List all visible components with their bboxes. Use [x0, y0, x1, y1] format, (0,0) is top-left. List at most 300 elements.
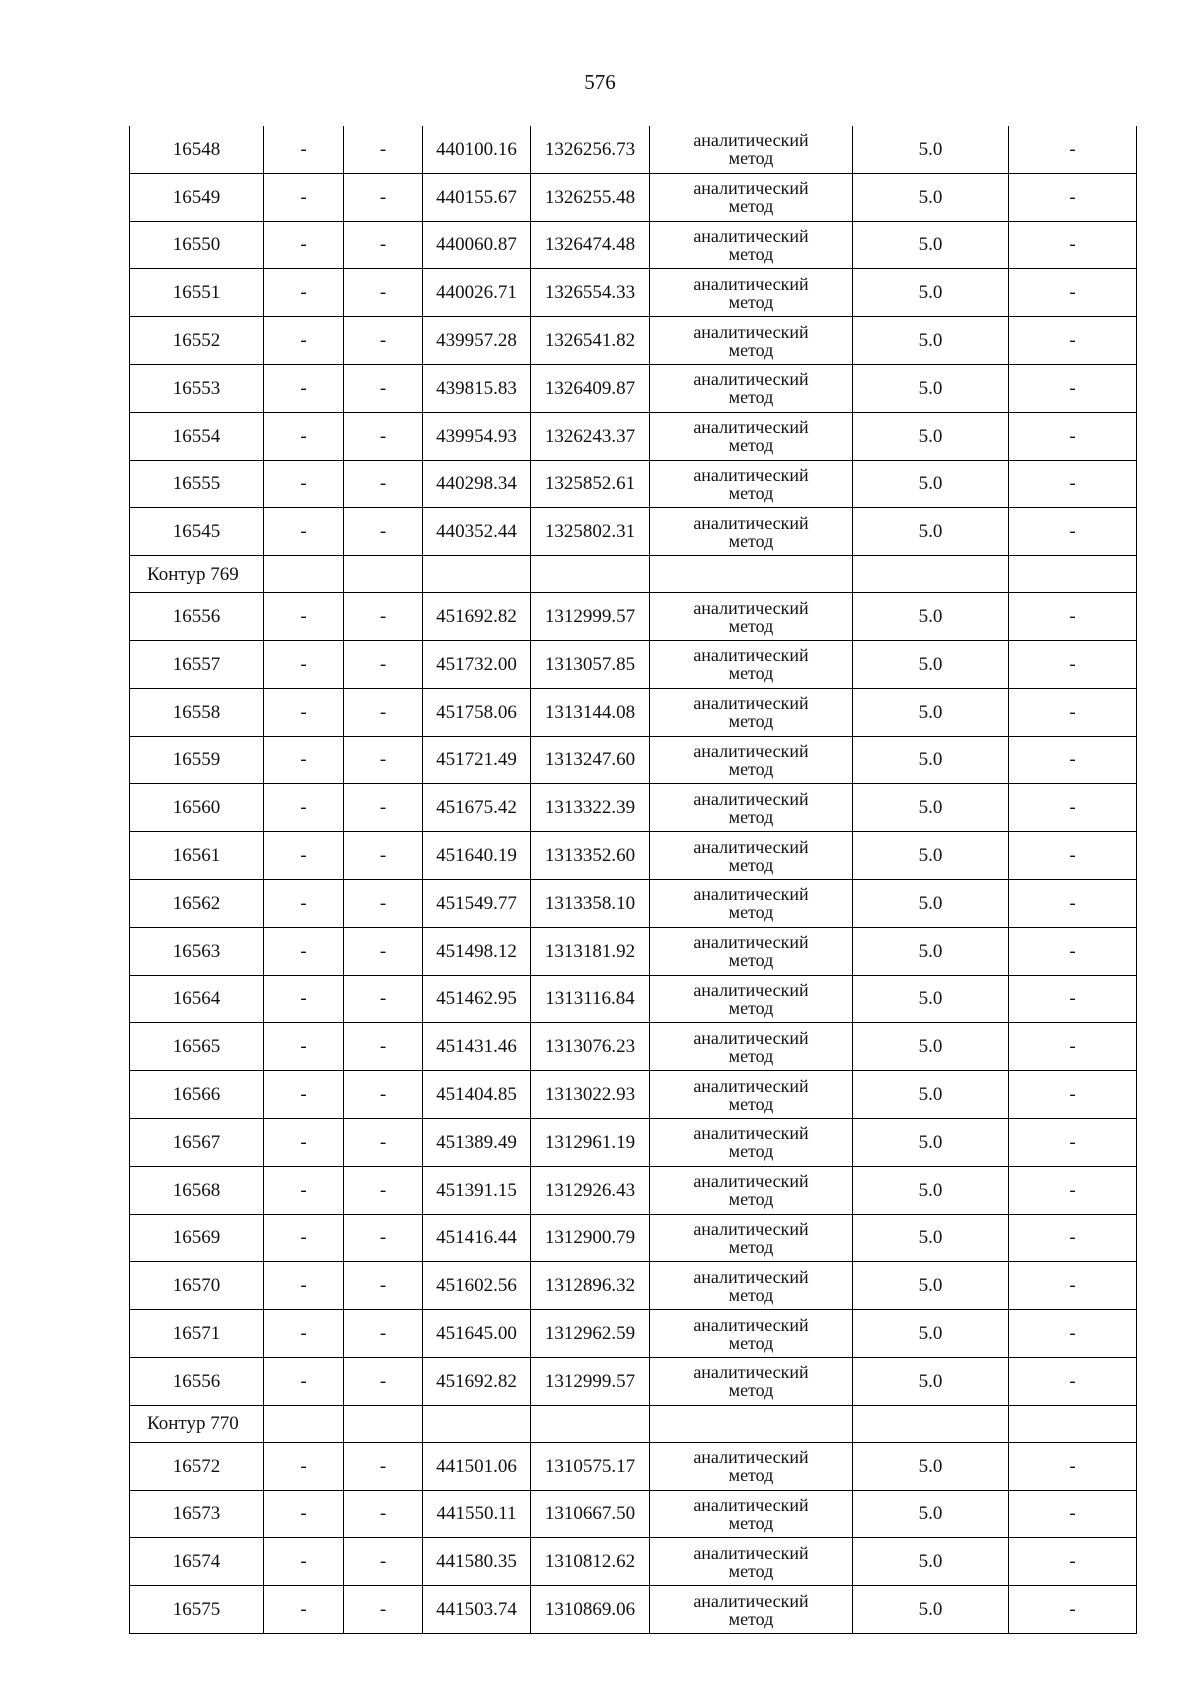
dash-cell: - [344, 832, 423, 880]
dash-cell: - [344, 1490, 423, 1538]
x-coordinate-cell: 451675.42 [423, 784, 531, 832]
point-id-cell: 16574 [130, 1538, 264, 1586]
coordinates-table [129, 126, 1137, 1634]
table-row [130, 832, 1137, 880]
point-id-cell: 16557 [130, 640, 264, 688]
y-coordinate-cell: 1312896.32 [531, 1262, 650, 1310]
dash-cell: - [264, 879, 344, 927]
dash-cell: - [264, 364, 344, 412]
point-id-cell: 16548 [130, 126, 264, 173]
method-line-1: аналитический [693, 740, 809, 761]
method-cell [650, 1357, 853, 1405]
method-line-2: метод [728, 1332, 774, 1353]
x-coordinate-cell: 440026.71 [423, 269, 531, 317]
table-row [130, 975, 1137, 1023]
dash-cell: - [264, 1357, 344, 1405]
dash-cell: - [1009, 221, 1137, 269]
contour-group-row [130, 1405, 1137, 1442]
accuracy-cell: 5.0 [853, 173, 1009, 221]
table-row [130, 1118, 1137, 1166]
method-line-1: аналитический [693, 417, 809, 438]
method-line-1: аналитический [693, 1075, 809, 1096]
point-id-cell: 16549 [130, 173, 264, 221]
table-row [130, 736, 1137, 784]
dash-cell: - [344, 1166, 423, 1214]
method-cell [650, 1118, 853, 1166]
method-line-2: метод [728, 530, 774, 551]
method-line-1: аналитический [693, 1266, 809, 1287]
y-coordinate-cell: 1326255.48 [531, 173, 650, 221]
method-line-2: метод [728, 243, 774, 264]
dash-cell: - [264, 1490, 344, 1538]
method-line-2: метод [728, 1284, 774, 1305]
empty-cell [531, 556, 650, 593]
x-coordinate-cell: 451645.00 [423, 1310, 531, 1358]
table-row [130, 927, 1137, 975]
point-id-cell: 16564 [130, 975, 264, 1023]
dash-cell: - [344, 508, 423, 556]
method-line-2: метод [728, 806, 774, 827]
y-coordinate-cell: 1326409.87 [531, 364, 650, 412]
y-coordinate-cell: 1312961.19 [531, 1118, 650, 1166]
y-coordinate-cell: 1312926.43 [531, 1166, 650, 1214]
method-cell [650, 412, 853, 460]
method-line-1: аналитический [693, 1218, 809, 1239]
x-coordinate-cell: 451391.15 [423, 1166, 531, 1214]
dash-cell: - [1009, 1262, 1137, 1310]
table-row [130, 1310, 1137, 1358]
dash-cell: - [344, 975, 423, 1023]
point-id-cell: 16565 [130, 1023, 264, 1071]
dash-cell: - [1009, 1214, 1137, 1262]
x-coordinate-cell: 440155.67 [423, 173, 531, 221]
method-line-1: аналитический [693, 130, 809, 151]
x-coordinate-cell: 441550.11 [423, 1490, 531, 1538]
dash-cell: - [1009, 412, 1137, 460]
contour-label: Контур 770 [130, 1405, 264, 1442]
y-coordinate-cell: 1313181.92 [531, 927, 650, 975]
contour-group-row [130, 556, 1137, 593]
accuracy-cell: 5.0 [853, 508, 1009, 556]
point-id-cell: 16553 [130, 364, 264, 412]
accuracy-cell: 5.0 [853, 1166, 1009, 1214]
y-coordinate-cell: 1310667.50 [531, 1490, 650, 1538]
dash-cell: - [264, 173, 344, 221]
accuracy-cell: 5.0 [853, 1310, 1009, 1358]
accuracy-cell: 5.0 [853, 221, 1009, 269]
method-line-2: метод [728, 1045, 774, 1066]
empty-cell [1009, 556, 1137, 593]
dash-cell: - [264, 640, 344, 688]
table-row [130, 364, 1137, 412]
y-coordinate-cell: 1310575.17 [531, 1442, 650, 1490]
x-coordinate-cell: 451549.77 [423, 879, 531, 927]
method-line-2: метод [728, 1189, 774, 1210]
y-coordinate-cell: 1312900.79 [531, 1214, 650, 1262]
x-coordinate-cell: 451416.44 [423, 1214, 531, 1262]
method-line-1: аналитический [693, 1494, 809, 1515]
dash-cell: - [1009, 736, 1137, 784]
method-cell [650, 508, 853, 556]
method-line-1: аналитический [693, 884, 809, 905]
empty-cell [650, 1405, 853, 1442]
method-line-2: метод [728, 387, 774, 408]
method-cell [650, 640, 853, 688]
method-cell [650, 1310, 853, 1358]
accuracy-cell: 5.0 [853, 364, 1009, 412]
method-cell [650, 1071, 853, 1119]
method-line-2: метод [728, 482, 774, 503]
x-coordinate-cell: 440352.44 [423, 508, 531, 556]
y-coordinate-cell: 1312962.59 [531, 1310, 650, 1358]
table-row [130, 412, 1137, 460]
dash-cell: - [1009, 879, 1137, 927]
dash-cell: - [264, 1118, 344, 1166]
point-id-cell: 16572 [130, 1442, 264, 1490]
method-line-2: метод [728, 435, 774, 456]
method-cell [650, 269, 853, 317]
table-row [130, 1586, 1137, 1634]
method-cell [650, 1490, 853, 1538]
accuracy-cell: 5.0 [853, 640, 1009, 688]
y-coordinate-cell: 1313022.93 [531, 1071, 650, 1119]
dash-cell: - [264, 269, 344, 317]
contour-label: Контур 769 [130, 556, 264, 593]
point-id-cell: 16556 [130, 593, 264, 641]
method-line-1: аналитический [693, 225, 809, 246]
point-id-cell: 16573 [130, 1490, 264, 1538]
table-row [130, 688, 1137, 736]
dash-cell: - [344, 1023, 423, 1071]
method-cell [650, 1023, 853, 1071]
dash-cell: - [1009, 1586, 1137, 1634]
y-coordinate-cell: 1313358.10 [531, 879, 650, 927]
method-cell [650, 1586, 853, 1634]
dash-cell: - [1009, 364, 1137, 412]
point-id-cell: 16550 [130, 221, 264, 269]
dash-cell: - [264, 1442, 344, 1490]
method-line-2: метод [728, 1093, 774, 1114]
method-line-2: метод [728, 854, 774, 875]
x-coordinate-cell: 451431.46 [423, 1023, 531, 1071]
accuracy-cell: 5.0 [853, 1023, 1009, 1071]
dash-cell: - [344, 1310, 423, 1358]
table-row [130, 269, 1137, 317]
dash-cell: - [1009, 1071, 1137, 1119]
method-line-1: аналитический [693, 464, 809, 485]
dash-cell: - [1009, 1357, 1137, 1405]
accuracy-cell: 5.0 [853, 927, 1009, 975]
dash-cell: - [1009, 927, 1137, 975]
accuracy-cell: 5.0 [853, 736, 1009, 784]
y-coordinate-cell: 1312999.57 [531, 593, 650, 641]
dash-cell: - [344, 1586, 423, 1634]
accuracy-cell: 5.0 [853, 1262, 1009, 1310]
x-coordinate-cell: 440060.87 [423, 221, 531, 269]
table-row [130, 1538, 1137, 1586]
dash-cell: - [344, 412, 423, 460]
accuracy-cell: 5.0 [853, 832, 1009, 880]
dash-cell: - [1009, 1166, 1137, 1214]
method-cell [650, 927, 853, 975]
method-cell [650, 1166, 853, 1214]
dash-cell: - [264, 975, 344, 1023]
method-cell [650, 593, 853, 641]
x-coordinate-cell: 451389.49 [423, 1118, 531, 1166]
dash-cell: - [1009, 1490, 1137, 1538]
accuracy-cell: 5.0 [853, 1071, 1009, 1119]
y-coordinate-cell: 1326554.33 [531, 269, 650, 317]
dash-cell: - [1009, 832, 1137, 880]
method-line-1: аналитический [693, 273, 809, 294]
x-coordinate-cell: 451602.56 [423, 1262, 531, 1310]
method-cell [650, 784, 853, 832]
dash-cell: - [344, 688, 423, 736]
dash-cell: - [264, 221, 344, 269]
method-line-2: метод [728, 339, 774, 360]
method-line-2: метод [728, 711, 774, 732]
method-line-1: аналитический [693, 369, 809, 390]
x-coordinate-cell: 451692.82 [423, 1357, 531, 1405]
x-coordinate-cell: 440298.34 [423, 460, 531, 508]
method-cell [650, 832, 853, 880]
dash-cell: - [264, 1166, 344, 1214]
table-row [130, 221, 1137, 269]
method-line-2: метод [728, 148, 774, 169]
method-line-1: аналитический [693, 1314, 809, 1335]
x-coordinate-cell: 451692.82 [423, 593, 531, 641]
table-row [130, 460, 1137, 508]
point-id-cell: 16561 [130, 832, 264, 880]
empty-cell [423, 1405, 531, 1442]
table-row [130, 1071, 1137, 1119]
table-row [130, 1357, 1137, 1405]
table-body [130, 126, 1137, 1633]
dash-cell: - [344, 460, 423, 508]
method-cell [650, 688, 853, 736]
table-row [130, 784, 1137, 832]
accuracy-cell: 5.0 [853, 1357, 1009, 1405]
method-cell [650, 173, 853, 221]
dash-cell: - [264, 1586, 344, 1634]
table-row [130, 879, 1137, 927]
method-line-1: аналитический [693, 932, 809, 953]
point-id-cell: 16558 [130, 688, 264, 736]
dash-cell: - [264, 1262, 344, 1310]
x-coordinate-cell: 441501.06 [423, 1442, 531, 1490]
dash-cell: - [264, 593, 344, 641]
method-line-1: аналитический [693, 693, 809, 714]
method-line-2: метод [728, 1465, 774, 1486]
dash-cell: - [1009, 784, 1137, 832]
method-cell [650, 1538, 853, 1586]
method-line-2: метод [728, 1236, 774, 1257]
y-coordinate-cell: 1313144.08 [531, 688, 650, 736]
accuracy-cell: 5.0 [853, 460, 1009, 508]
y-coordinate-cell: 1313322.39 [531, 784, 650, 832]
empty-cell [264, 556, 344, 593]
dash-cell: - [264, 927, 344, 975]
point-id-cell: 16559 [130, 736, 264, 784]
method-cell [650, 879, 853, 927]
y-coordinate-cell: 1313057.85 [531, 640, 650, 688]
method-line-2: метод [728, 758, 774, 779]
dash-cell: - [264, 460, 344, 508]
point-id-cell: 16551 [130, 269, 264, 317]
dash-cell: - [1009, 317, 1137, 365]
x-coordinate-cell: 441503.74 [423, 1586, 531, 1634]
empty-cell [423, 556, 531, 593]
method-line-1: аналитический [693, 979, 809, 1000]
dash-cell: - [1009, 640, 1137, 688]
point-id-cell: 16552 [130, 317, 264, 365]
method-line-2: метод [728, 291, 774, 312]
accuracy-cell: 5.0 [853, 1214, 1009, 1262]
y-coordinate-cell: 1310869.06 [531, 1586, 650, 1634]
point-id-cell: 16571 [130, 1310, 264, 1358]
page-number: 576 [584, 70, 616, 94]
table-row [130, 1023, 1137, 1071]
dash-cell: - [264, 1023, 344, 1071]
table-row [130, 126, 1137, 173]
accuracy-cell: 5.0 [853, 1490, 1009, 1538]
empty-cell [853, 1405, 1009, 1442]
point-id-cell: 16562 [130, 879, 264, 927]
y-coordinate-cell: 1326256.73 [531, 126, 650, 173]
table-row [130, 1442, 1137, 1490]
x-coordinate-cell: 439815.83 [423, 364, 531, 412]
dash-cell: - [344, 593, 423, 641]
y-coordinate-cell: 1312999.57 [531, 1357, 650, 1405]
method-cell [650, 736, 853, 784]
accuracy-cell: 5.0 [853, 1586, 1009, 1634]
method-line-1: аналитический [693, 178, 809, 199]
method-line-1: аналитический [693, 512, 809, 533]
x-coordinate-cell: 439954.93 [423, 412, 531, 460]
method-line-2: метод [728, 1141, 774, 1162]
y-coordinate-cell: 1326541.82 [531, 317, 650, 365]
x-coordinate-cell: 441580.35 [423, 1538, 531, 1586]
x-coordinate-cell: 451498.12 [423, 927, 531, 975]
dash-cell: - [1009, 688, 1137, 736]
dash-cell: - [264, 317, 344, 365]
accuracy-cell: 5.0 [853, 412, 1009, 460]
method-line-1: аналитический [693, 321, 809, 342]
dash-cell: - [1009, 1023, 1137, 1071]
method-cell [650, 126, 853, 173]
dash-cell: - [344, 317, 423, 365]
accuracy-cell: 5.0 [853, 975, 1009, 1023]
dash-cell: - [264, 736, 344, 784]
method-cell [650, 1214, 853, 1262]
method-cell [650, 364, 853, 412]
dash-cell: - [264, 508, 344, 556]
table-row [130, 640, 1137, 688]
dash-cell: - [1009, 1118, 1137, 1166]
point-id-cell: 16570 [130, 1262, 264, 1310]
empty-cell [531, 1405, 650, 1442]
accuracy-cell: 5.0 [853, 317, 1009, 365]
empty-cell [1009, 1405, 1137, 1442]
accuracy-cell: 5.0 [853, 1538, 1009, 1586]
dash-cell: - [1009, 173, 1137, 221]
y-coordinate-cell: 1325802.31 [531, 508, 650, 556]
table-row [130, 1262, 1137, 1310]
table-row [130, 593, 1137, 641]
method-line-1: аналитический [693, 1027, 809, 1048]
method-line-1: аналитический [693, 1171, 809, 1192]
method-line-1: аналитический [693, 1447, 809, 1468]
x-coordinate-cell: 451462.95 [423, 975, 531, 1023]
point-id-cell: 16554 [130, 412, 264, 460]
method-cell [650, 1262, 853, 1310]
point-id-cell: 16556 [130, 1357, 264, 1405]
point-id-cell: 16569 [130, 1214, 264, 1262]
method-cell [650, 460, 853, 508]
accuracy-cell: 5.0 [853, 593, 1009, 641]
method-cell [650, 221, 853, 269]
dash-cell: - [1009, 975, 1137, 1023]
x-coordinate-cell: 439957.28 [423, 317, 531, 365]
point-id-cell: 16545 [130, 508, 264, 556]
dash-cell: - [344, 126, 423, 173]
table-row [130, 173, 1137, 221]
dash-cell: - [264, 1538, 344, 1586]
accuracy-cell: 5.0 [853, 1442, 1009, 1490]
dash-cell: - [1009, 1310, 1137, 1358]
dash-cell: - [1009, 1538, 1137, 1586]
dash-cell: - [344, 173, 423, 221]
method-line-1: аналитический [693, 788, 809, 809]
dash-cell: - [1009, 593, 1137, 641]
table-row [130, 1490, 1137, 1538]
dash-cell: - [344, 640, 423, 688]
method-line-1: аналитический [693, 597, 809, 618]
method-line-1: аналитический [693, 836, 809, 857]
empty-cell [344, 1405, 423, 1442]
accuracy-cell: 5.0 [853, 126, 1009, 173]
method-line-2: метод [728, 902, 774, 923]
point-id-cell: 16560 [130, 784, 264, 832]
dash-cell: - [344, 1442, 423, 1490]
point-id-cell: 16563 [130, 927, 264, 975]
method-cell [650, 1442, 853, 1490]
empty-cell [344, 556, 423, 593]
dash-cell: - [344, 927, 423, 975]
dash-cell: - [344, 1262, 423, 1310]
method-cell [650, 975, 853, 1023]
dash-cell: - [264, 412, 344, 460]
dash-cell: - [1009, 508, 1137, 556]
accuracy-cell: 5.0 [853, 688, 1009, 736]
y-coordinate-cell: 1313247.60 [531, 736, 650, 784]
y-coordinate-cell: 1326474.48 [531, 221, 650, 269]
method-line-2: метод [728, 950, 774, 971]
dash-cell: - [264, 126, 344, 173]
dash-cell: - [344, 1538, 423, 1586]
method-line-1: аналитический [693, 1123, 809, 1144]
y-coordinate-cell: 1310812.62 [531, 1538, 650, 1586]
method-line-2: метод [728, 663, 774, 684]
method-line-2: метод [728, 1512, 774, 1533]
x-coordinate-cell: 451721.49 [423, 736, 531, 784]
table-row [130, 317, 1137, 365]
dash-cell: - [344, 784, 423, 832]
dash-cell: - [264, 832, 344, 880]
dash-cell: - [344, 879, 423, 927]
y-coordinate-cell: 1313352.60 [531, 832, 650, 880]
method-line-2: метод [728, 1608, 774, 1629]
